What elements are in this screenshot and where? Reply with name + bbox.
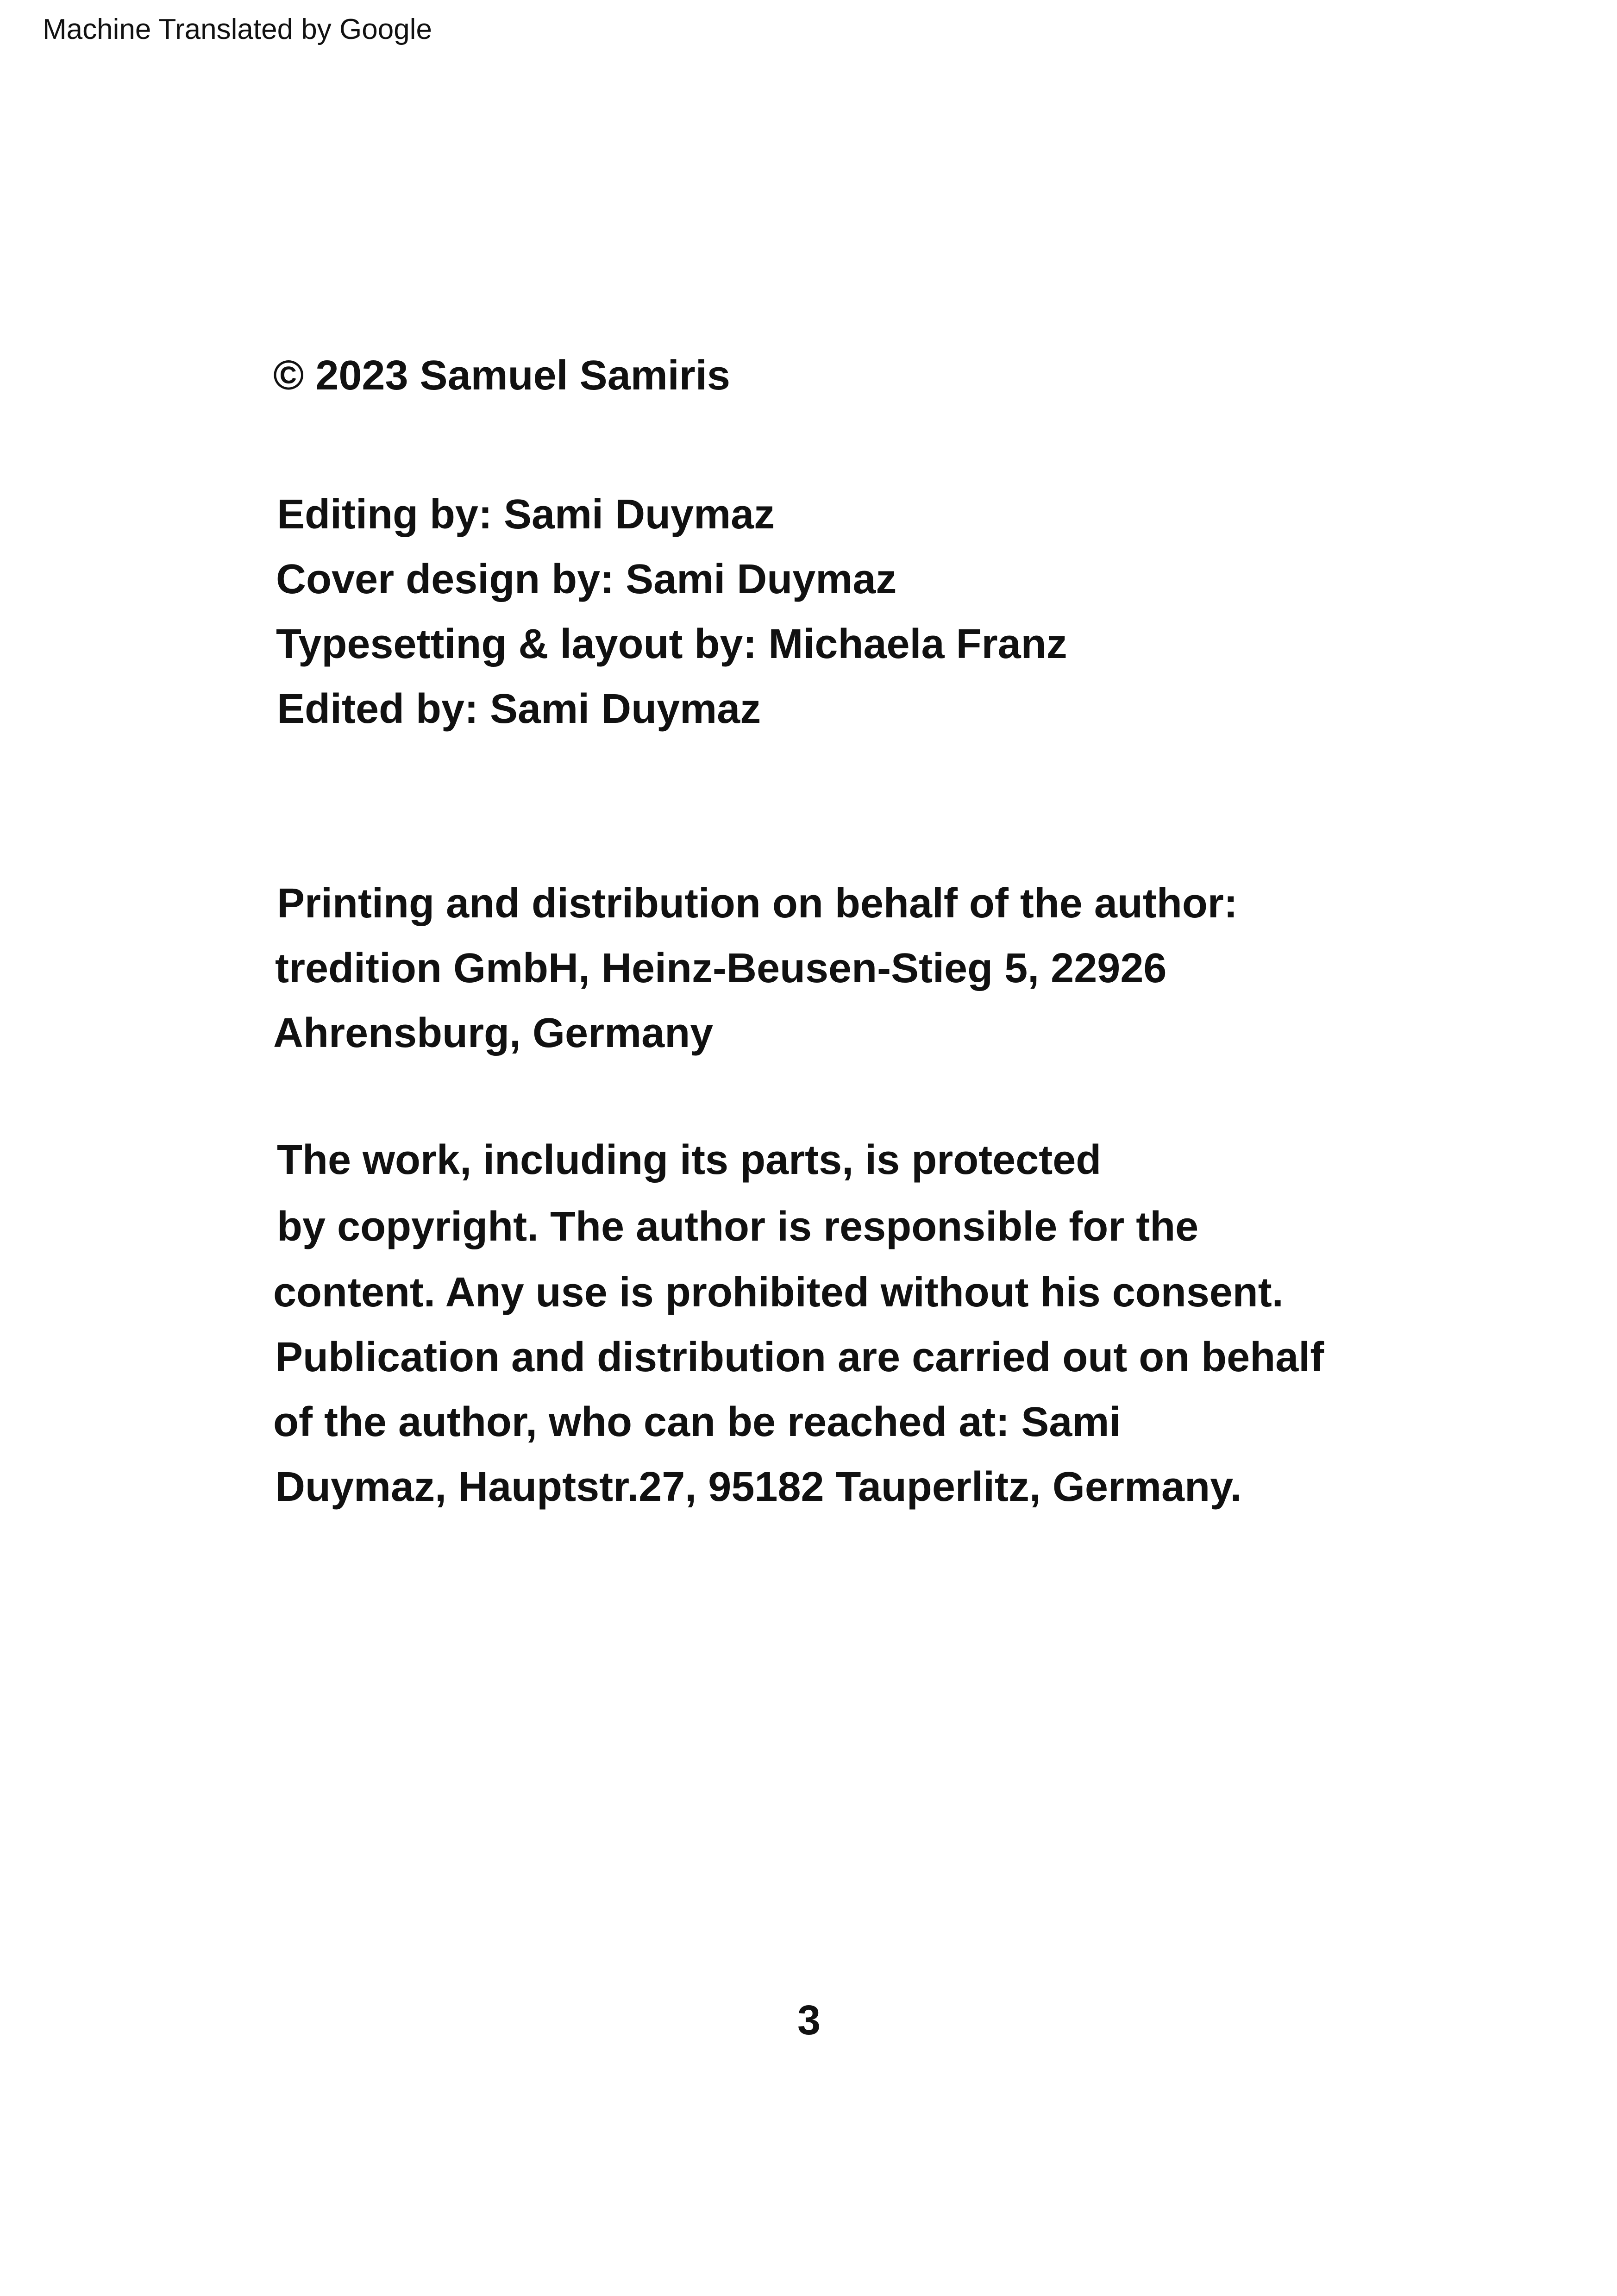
notice-line-4: Publication and distribution are carried out on behalf [275, 1334, 1324, 1380]
printing-line-3: Ahrensburg, Germany [273, 1010, 714, 1056]
printing-line-1: Printing and distribution on behalf of the author: [277, 880, 1238, 927]
credit-editing: Editing by: Sami Duymaz [277, 491, 775, 538]
notice-line-5: of the author, who can be reached at: Sami [273, 1399, 1121, 1445]
notice-line-3: content. Any use is prohibited without his consent. [273, 1269, 1284, 1316]
copyright-line: © 2023 Samuel Samiris [273, 352, 730, 399]
notice-line-1: The work, including its parts, is protected [277, 1137, 1102, 1183]
machine-translation-banner: Machine Translated by Google [43, 13, 432, 45]
printing-line-2: tredition GmbH, Heinz-Beusen-Stieg 5, 22926 [275, 945, 1167, 991]
credit-cover-design: Cover design by: Sami Duymaz [276, 556, 897, 602]
page-number: 3 [797, 1997, 821, 2044]
notice-line-2: by copyright. The author is responsible for the [277, 1204, 1199, 1250]
credit-typesetting: Typesetting & layout by: Michaela Franz [276, 621, 1067, 667]
notice-line-6: Duymaz, Hauptstr.27, 95182 Tauperlitz, Germany. [275, 1464, 1242, 1510]
credit-edited: Edited by: Sami Duymaz [277, 686, 761, 732]
